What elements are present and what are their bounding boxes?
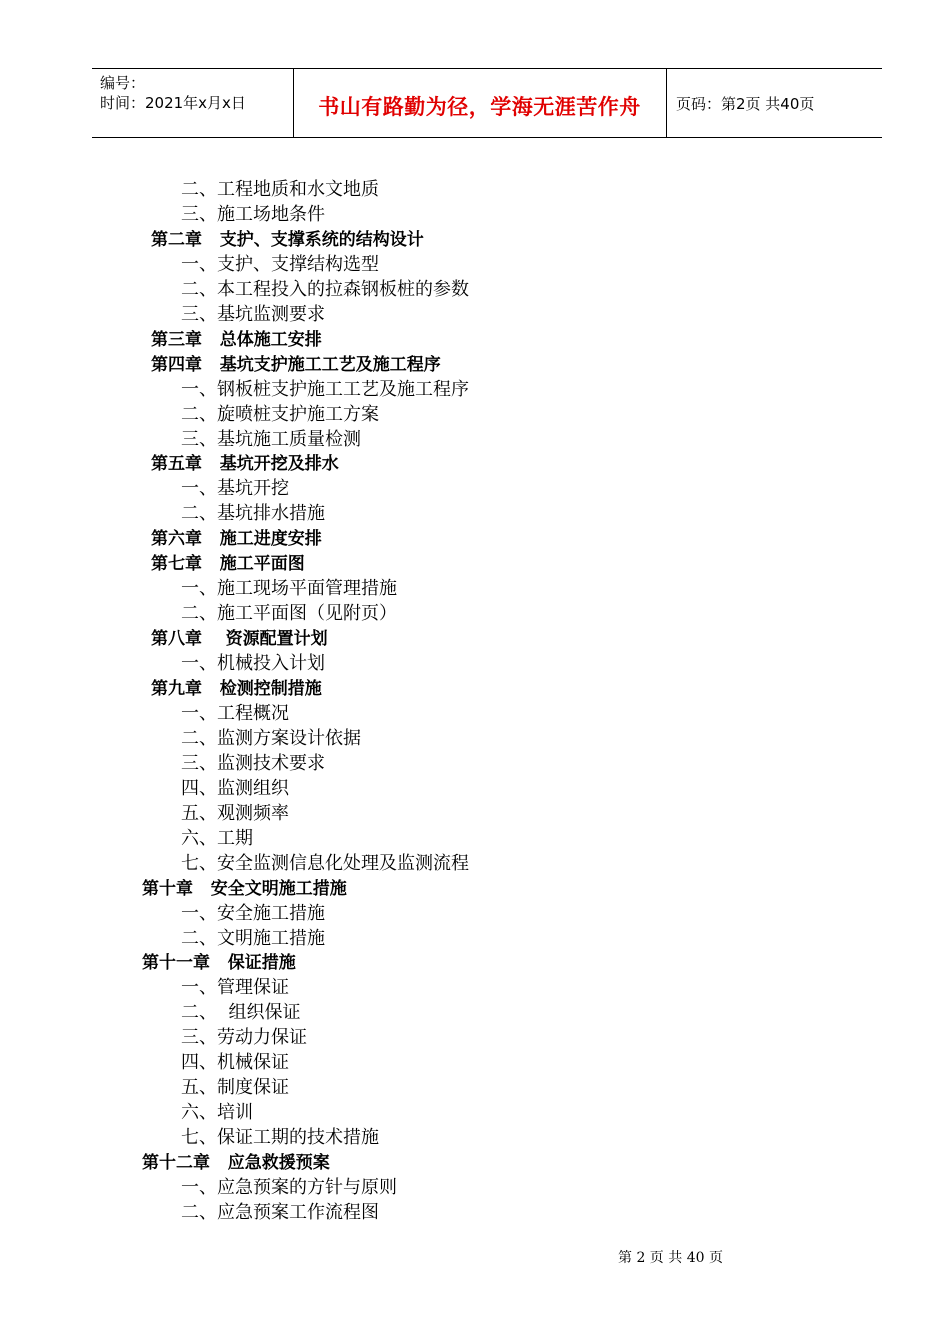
toc-section-item[interactable]: 二、应急预案工作流程图 [181,1202,379,1223]
header-divider [666,69,667,137]
page-footer: 第 2 页 共 40 页 [618,1250,723,1266]
document-time-label: 时间：2021年x月x日 [100,94,246,112]
toc-section-item[interactable]: 二、本工程投入的拉森钢板桩的参数 [181,279,469,300]
toc-section-item[interactable]: 七、安全监测信息化处理及监测流程 [181,853,469,874]
toc-section-item[interactable]: 二、工程地质和水文地质 [181,179,379,200]
toc-section-item[interactable]: 六、培训 [181,1102,253,1123]
toc-chapter-heading[interactable]: 第十一章 保证措施 [142,953,296,973]
page-header [92,68,882,138]
toc-section-item[interactable]: 二、基坑排水措施 [181,503,325,524]
toc-section-item[interactable]: 三、监测技术要求 [181,753,325,774]
toc-chapter-heading[interactable]: 第六章 施工进度安排 [151,529,322,549]
toc-chapter-heading[interactable]: 第九章 检测控制措施 [151,679,322,699]
toc-chapter-heading[interactable]: 第八章 资源配置计划 [151,629,328,649]
header-page-number: 页码：第2页 共40页 [676,95,815,113]
toc-chapter-heading[interactable]: 第十章 安全文明施工措施 [142,879,347,899]
toc-section-item[interactable]: 二、施工平面图（见附页） [181,603,397,624]
toc-section-item[interactable]: 六、工期 [181,828,253,849]
toc-section-item[interactable]: 一、工程概况 [181,703,289,724]
toc-chapter-heading[interactable]: 第三章 总体施工安排 [151,330,322,350]
toc-section-item[interactable]: 一、机械投入计划 [181,653,325,674]
toc-section-item[interactable]: 一、支护、支撑结构选型 [181,254,379,275]
toc-section-item[interactable]: 二、旋喷桩支护施工方案 [181,404,379,425]
toc-section-item[interactable]: 二、 组织保证 [181,1002,301,1023]
toc-section-item[interactable]: 三、劳动力保证 [181,1027,307,1048]
toc-section-item[interactable]: 三、基坑监测要求 [181,304,325,325]
document-number-label: 编号： [100,74,146,92]
toc-section-item[interactable]: 一、安全施工措施 [181,903,325,924]
toc-section-item[interactable]: 一、基坑开挖 [181,478,289,499]
toc-section-item[interactable]: 四、监测组织 [181,778,289,799]
toc-chapter-heading[interactable]: 第十二章 应急救援预案 [142,1153,330,1173]
toc-chapter-heading[interactable]: 第五章 基坑开挖及排水 [151,454,339,474]
toc-chapter-heading[interactable]: 第二章 支护、支撑系统的结构设计 [151,230,424,250]
toc-section-item[interactable]: 四、机械保证 [181,1052,289,1073]
toc-section-item[interactable]: 二、监测方案设计依据 [181,728,361,749]
toc-chapter-heading[interactable]: 第四章 基坑支护施工工艺及施工程序 [151,355,441,375]
toc-section-item[interactable]: 七、保证工期的技术措施 [181,1127,379,1148]
toc-chapter-heading[interactable]: 第七章 施工平面图 [151,554,305,574]
toc-section-item[interactable]: 一、管理保证 [181,977,289,998]
toc-section-item[interactable]: 三、施工场地条件 [181,204,325,225]
toc-section-item[interactable]: 一、钢板桩支护施工工艺及施工程序 [181,379,469,400]
header-meta [100,73,246,113]
toc-section-item[interactable]: 五、制度保证 [181,1077,289,1098]
header-motto: 书山有路勤为径，学海无涯苦作舟 [318,95,641,119]
toc-section-item[interactable]: 一、施工现场平面管理措施 [181,578,397,599]
toc-section-item[interactable]: 五、观测频率 [181,803,289,824]
toc-section-item[interactable]: 二、文明施工措施 [181,928,325,949]
toc-section-item[interactable]: 一、应急预案的方针与原则 [181,1177,397,1198]
toc-section-item[interactable]: 三、基坑施工质量检测 [181,429,361,450]
